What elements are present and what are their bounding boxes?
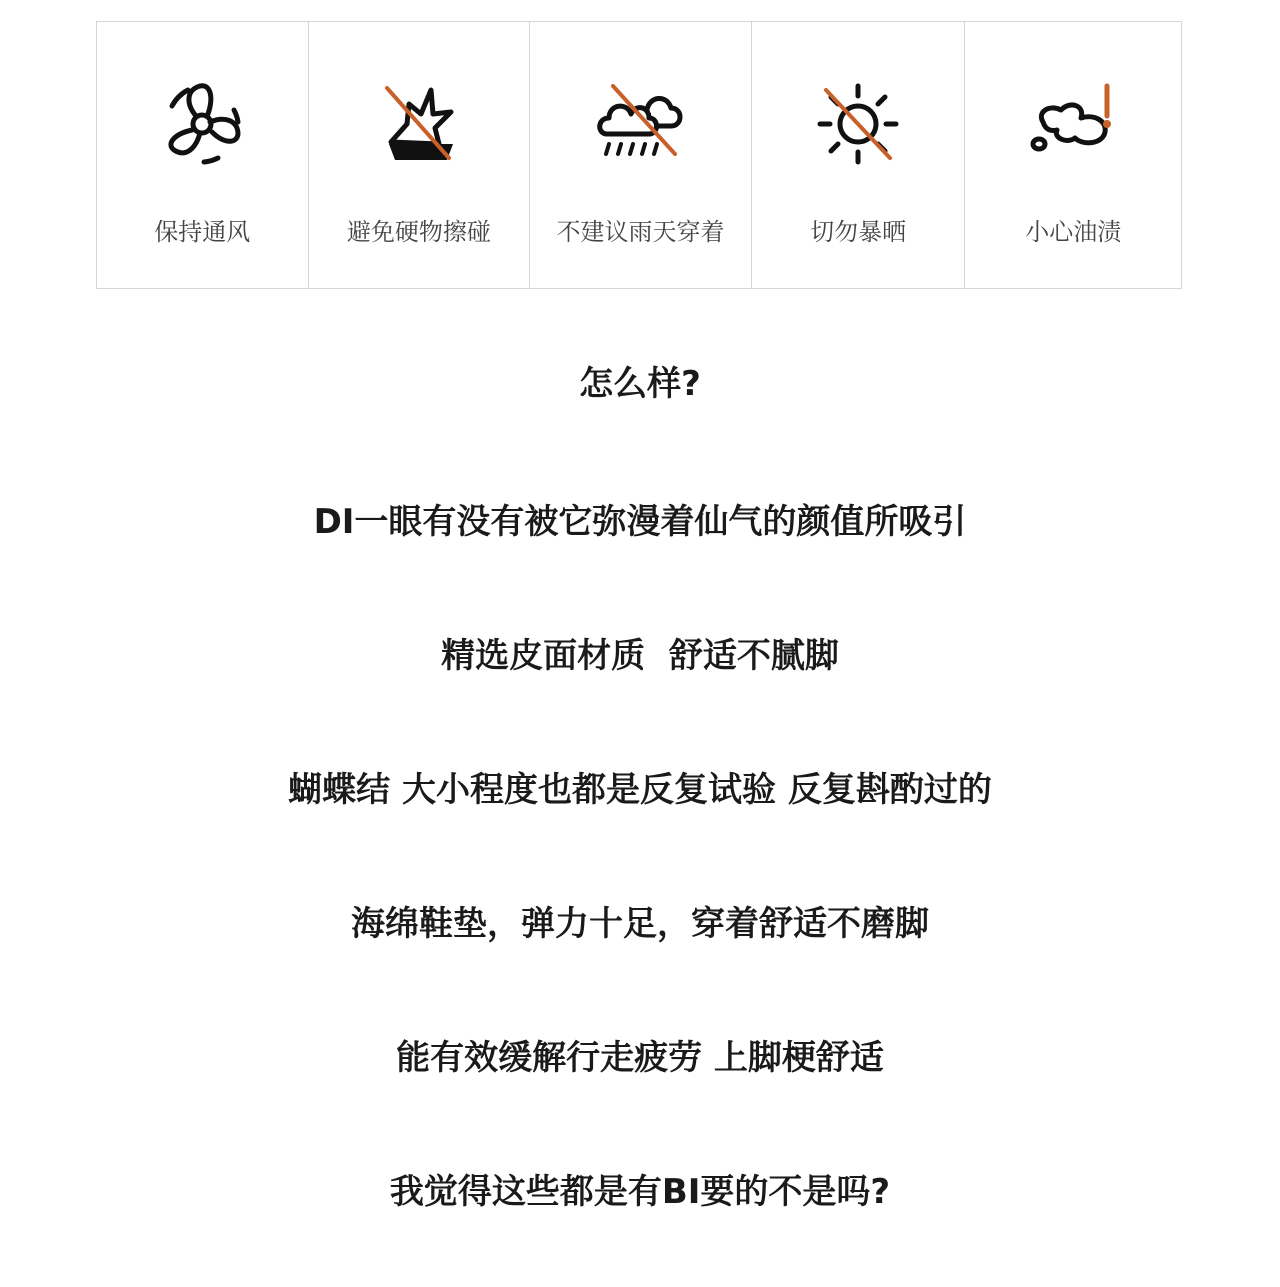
care-instructions-panel <box>96 21 1182 289</box>
description-line-2: DI一眼有没有被它弥漫着仙气的颜值所吸引 <box>313 502 967 542</box>
description-line-5: 海绵鞋垫，弹力十足，穿着舒适不磨脚 <box>351 904 929 944</box>
no-sun-icon <box>808 74 908 174</box>
care-label: 避免硬物擦碰 <box>346 218 491 246</box>
description-line-4: 蝴蝶结 大小程度也都是反复试验 反复斟酌过的 <box>288 770 992 810</box>
description-line-1: 怎么样? <box>579 364 701 404</box>
care-label: 小心油渍 <box>1025 218 1122 246</box>
no-rain-icon <box>591 74 691 174</box>
description-line-7: 我觉得这些都是有BI要的不是吗? <box>389 1172 891 1212</box>
care-item-no-sun <box>752 22 966 288</box>
care-label: 保持通风 <box>154 218 251 246</box>
description-line-6: 能有效缓解行走疲劳 上脚梗舒适 <box>396 1038 884 1078</box>
care-item-ventilation <box>97 22 309 288</box>
fan-icon <box>152 74 252 174</box>
care-item-no-rain <box>530 22 752 288</box>
care-item-oil-stain <box>965 22 1181 288</box>
care-item-avoid-hard-objects <box>309 22 531 288</box>
care-label: 切勿暴晒 <box>810 218 907 246</box>
no-hard-objects-icon <box>369 74 469 174</box>
oil-stain-icon <box>1023 74 1123 174</box>
description-line-3: 精选皮面材质 舒适不腻脚 <box>441 636 839 676</box>
care-label: 不建议雨天穿着 <box>556 218 725 246</box>
